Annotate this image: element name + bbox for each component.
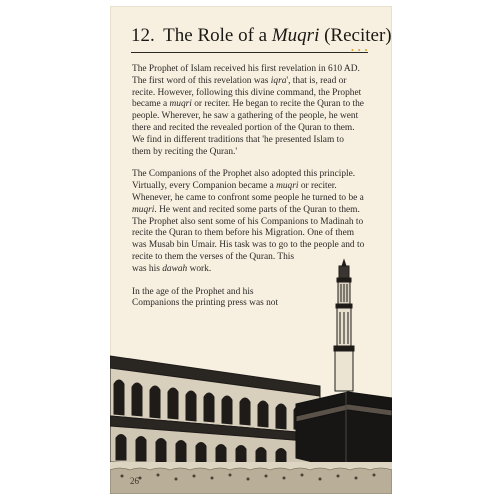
crowd-drawing: [110, 462, 392, 494]
chapter-title-post: (Reciter): [324, 25, 392, 46]
chapter-title-pre: The Role of a: [163, 25, 268, 46]
text-segment: there and recited the revealed portion of the Quran to them.: [132, 122, 355, 133]
text-line: [132, 240, 384, 252]
text-line: [132, 193, 384, 205]
text-line: [132, 88, 384, 100]
text-line: [132, 99, 384, 111]
italic-term: iqra: [270, 75, 287, 86]
text-segment: recite the Quran to them before his Migration. One of them: [132, 228, 355, 239]
text-line: [132, 123, 384, 135]
text-line: [132, 228, 384, 240]
italic-term: muqri: [276, 181, 299, 192]
text-segment: The Prophet also sent some of his Companions to Madinah to: [132, 216, 364, 227]
minaret-drawing: [334, 260, 354, 391]
text-segment: The Prophet of Islam received his first revelation in 610 AD.: [132, 64, 360, 74]
text-segment: or reciter. He began to recite the Quran to the: [191, 99, 364, 110]
text-segment: recite. However, following this divine command, the Prophet: [132, 87, 362, 98]
text-segment: people. Wherever, he saw a gathering of the people, he went: [132, 111, 359, 122]
text-line: [132, 205, 384, 217]
body-paragraph: [132, 64, 384, 158]
text-line: [132, 147, 384, 159]
text-segment: them by reciting the Quran.': [132, 146, 238, 157]
kaaba-drawing: [296, 392, 392, 470]
text-segment: was Musab bin Umair. His task was to go to the people and to: [132, 240, 365, 251]
text-segment: In the age of the Prophet and his: [132, 286, 254, 297]
text-segment: was his: [132, 263, 163, 274]
book-page: [110, 6, 392, 494]
text-segment: or reciter.: [298, 181, 337, 192]
text-segment: Virtually, every Companion became a: [132, 181, 277, 192]
text-line: [132, 76, 384, 88]
chapter-title-italic: Muqri: [271, 25, 320, 46]
text-segment: work.: [187, 263, 212, 274]
text-segment: The first word of this revelation was: [132, 75, 271, 86]
page-number: 26: [130, 476, 139, 486]
italic-term: dawah: [162, 263, 188, 274]
italic-term: muqri: [169, 99, 192, 110]
heading-rule: [131, 52, 368, 53]
text-segment: The Companions of the Prophet also adopted this principle.: [132, 169, 356, 180]
italic-term: muqri: [132, 204, 155, 215]
text-line: [132, 181, 384, 193]
text-line: [132, 64, 384, 76]
text-segment: We find in different traditions that 'he presented Islam to: [132, 134, 344, 145]
text-line: [132, 111, 384, 123]
text-line: [132, 169, 384, 181]
arcade-drawing: [110, 356, 320, 472]
text-line: [132, 217, 384, 229]
kaaba-illustration: [110, 256, 392, 494]
decor-dots: • • •: [351, 46, 369, 55]
text-segment: . He went and recited some parts of the Quran to them.: [154, 204, 360, 215]
text-segment: Whenever, he came to confront some people he turned to be a: [132, 192, 364, 203]
text-segment: recite to them the verses of the Quran. This: [132, 251, 295, 262]
chapter-heading: [131, 24, 392, 48]
text-segment: Companions the printing press was not: [132, 298, 279, 309]
chapter-number: 12.: [131, 25, 155, 46]
text-segment: ', that is, read or: [286, 75, 347, 86]
text-line: [132, 135, 384, 147]
text-segment: became a: [132, 99, 170, 110]
